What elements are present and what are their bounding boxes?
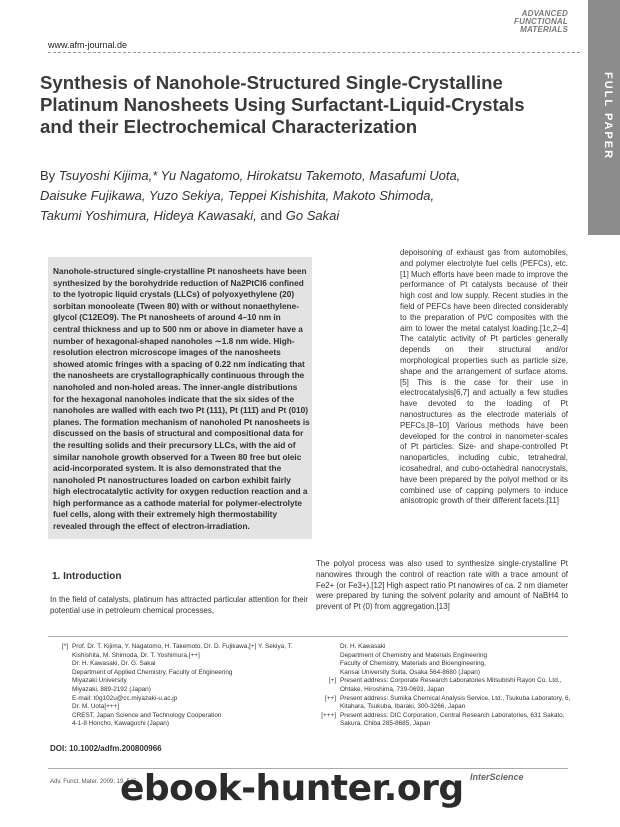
abstract-text: Nanohole-structured single-crystalline Pt nanosheets have been synthesized by the borohydride reduction of Na2PtCl6 confined to the lyotropic liquid crystals (LLCs) of polyoxyethylene (20) sorbitan monooleate (Tween 80) with or without nonaethylene-glycol (C12EO9). The Pt nanosheets of around 4–10 nm in central thickness and up to 500 nm or above in diameter have a number of hexagonal-shaped nanoholes ∼1.8 nm wide. High-resolution electron microscope images of the nanosheets showed atomic fringes with a spacing of 0.22 nm indicating that the nanosheets are crystallographically continuous through the nanoholed and non-holed areas. The inner-angle distributions for the hexagonal nanoholes indicate that the six sides of the nanoholes are walled with each two Pt (111), Pt (111̄) and Pt (010) planes. The formation mechanism of nanoholed Pt nanosheets is discussed on the basis of structural and compositional data for the resulting solids and their precursory LLCs, with the aid of similar nanohole growth observed for a Tween 80 free but oleic acid-incorporated system. It is also demonstrated that the nanoholed Pt nanostructures loaded on carbon exhibit fairly high electrocatalytic activity for oxygen reduction reaction and a high performance as a cathode material for polymer-electrolyte fuel cells, along with their extremely high thermostability revealed through the effect of electron-irradiation.: [53, 266, 310, 532]
footnote-mark: [52, 669, 72, 678]
footnote-mark: [52, 703, 72, 712]
footnote-row: [52, 686, 312, 695]
footnote-row: [320, 712, 580, 729]
footnote-mark: [+]: [328, 677, 336, 685]
author-line-1: Tsuyoshi Kijima,* Yu Nagatomo, Hirokatsu Takemoto, Masafumi Uota,: [58, 168, 461, 183]
footnote-mark: [+++]: [321, 711, 336, 719]
publisher-logo: InterScience: [470, 772, 524, 782]
author-by: By: [40, 168, 56, 183]
footnote-mark: [320, 643, 340, 652]
journal-logo-line-1: ADVANCED: [521, 9, 568, 18]
introduction-text: In the field of catalysts, platinum has attracted particular attention for their potential use in petroleum chemical processes,: [50, 595, 308, 615]
footnote-divider: [48, 636, 568, 637]
footnote-text: CREST, Japan Science and Technology Cooperation: [72, 711, 222, 719]
author-line-2: Daisuke Fujikawa, Yuzo Sekiya, Teppei Kishishita, Makoto Shimoda,: [40, 188, 435, 203]
footnote-mark: [*]: [61, 643, 68, 650]
journal-logo: [490, 10, 568, 34]
author-list: [40, 166, 560, 226]
footnote-row: [52, 660, 312, 669]
article-title: Synthesis of Nanohole-Structured Single-Crystalline Platinum Nanosheets Using Surfactant-Liquid-Crystals and their Electrochemical Characterization: [40, 72, 525, 137]
header-divider: [48, 52, 580, 53]
body-polyol-paragraph: The polyol process was also used to synthesize single-crystalline Pt nanowires through the control of reaction rate with a trace amount of Fe2+ (or Fe3+).[12] High aspect ratio Pt nanowires of ca. 2 nm diameter were prepared by tuning the solvent polarity and amount of NaBH4 to prevent of Pt (0) from aggregation.[13]: [316, 559, 568, 612]
footnote-text: Prof. Dr. T. Kijima, Y. Nagatomo, H. Takemoto, Dr. D. Fujikawa,[+] Y. Sekiya, T. Kishishita, M. Shimoda, Dr. T. Yoshimura,[++]: [72, 643, 293, 659]
footnote-row: [52, 712, 312, 721]
section-tab-label: FULL PAPER: [602, 72, 614, 161]
watermark: ebook-hunter.org: [120, 768, 464, 809]
footnote-mark: [52, 720, 72, 729]
footnote-text: Present address: Corporate Research Laboratories Mitsubishi Rayon Co. Ltd., Ohtake, Hiroshima, 739-0693, Japan: [340, 677, 562, 693]
footnote-row: [52, 643, 312, 660]
footnote-mark: [320, 652, 340, 661]
footnote-row: [320, 652, 580, 661]
footnote-text: Department of Applied Chemistry, Faculty of Engineering: [72, 668, 233, 676]
footnote-mark: [52, 686, 72, 695]
footnote-mark: [52, 660, 72, 669]
footnote-row: [320, 660, 580, 669]
author-line-3: Takumi Yoshimura, Hideya Kawasaki,: [40, 208, 257, 223]
journal-logo-line-3: MATERIALS: [520, 25, 568, 34]
footnote-mark: [320, 660, 340, 669]
footnote-row: [52, 695, 312, 704]
doi[interactable]: DOI: 10.1002/adfm.200800966: [50, 744, 162, 753]
journal-url[interactable]: www.afm-journal.de: [48, 40, 128, 50]
footnote-row: [52, 703, 312, 712]
footnote-text: 4-1-8 Honcho, Kawaguchi (Japan): [72, 720, 169, 728]
footnote-text: Faculty of Chemistry, Materials and Bioengineering,: [340, 660, 486, 668]
footnote-mark: [++]: [324, 694, 336, 702]
introduction-heading: 1. Introduction: [52, 571, 122, 582]
footnote-row: [52, 677, 312, 686]
footnote-row: [320, 677, 580, 694]
body-right-column: depoisoning of exhaust gas from automobiles, and polymer electrolyte fuel cells (PEFCs), etc.[1] Much efforts have been made to improve the performance of Pt catalysts because of their high cost and low supply. Recent studies in the field of PEFCs have been directed considerably to the preparation of Pt/C composites with the aim to lower the metal catalyst loading.[1c,2–4] The catalytic activity of Pt particles generally depends on their structural and/or morphological properties such as particle size, shape and the arrangement of surface atoms.[5] This is the case for their use in electrocatalysis[6,7] and actually a few studies have devoted to the loading of Pt nanostructures as the electrode materials of PEFCs.[8–10] Various methods have been developed for the control in nanometer-scales of Pt particles. Size- and shape-controlled Pt nanoparticles, including cubic, tetrahedral, icosahedral, and cubo-octahedral nanocrystals, have been prepared by the polyol method or its combined use of capping polymers to induce anisotropic growth of their different facets.[11]: [400, 248, 568, 506]
footnote-row: [320, 695, 580, 712]
author-last: Go Sakai: [285, 208, 340, 223]
footnote-mark: [52, 695, 72, 704]
footnote-text: Department of Chemistry and Materials Engineering: [340, 651, 488, 659]
footnote-mark: [52, 712, 72, 721]
footnote-text: Present address: Sumika Chemical Analysis Service, Ltd., Tsukuba Laboratory, 6, Kitahara, Tsukuba, Ibaraki, 300-3266, Japan: [340, 694, 571, 711]
author-and: and: [260, 208, 283, 223]
footnote-row: [52, 720, 312, 729]
footnote-row: [320, 643, 580, 652]
footnote-mark: [52, 677, 72, 686]
footnote-text: Dr. H. Kawasaki: [340, 643, 386, 650]
footnote-row: [320, 669, 580, 678]
footnote-text: Dr. M. Uota[+++]: [72, 703, 120, 711]
footnote-text: Miyazaki University: [72, 677, 127, 685]
footnote-email[interactable]: E-mail: t0g102u@cc.miyazaki-u.ac.jp: [72, 694, 178, 702]
footnote-mark: [320, 669, 340, 678]
footnote-text: Present address: DIC Corporation, Central Research Laboratories, 631 Sakato, Sakura, Chiba 285-8685, Japan: [340, 711, 565, 728]
journal-logo-line-2: FUNCTIONAL: [514, 17, 568, 26]
footnote-row: [52, 669, 312, 678]
affiliations-left: [52, 643, 312, 729]
footnote-text: Kansai University Suita, Osaka 564-8680 (Japan): [340, 668, 480, 676]
citation-line: Adv. Funct. Mater. 2009, 19, 545: [50, 779, 137, 785]
affiliations-right: [320, 643, 580, 729]
footnote-text: Dr. H. Kawasaki, Dr. G. Sakai: [72, 660, 156, 668]
footnote-text: Miyazaki, 889-2192 (Japan): [72, 685, 151, 693]
